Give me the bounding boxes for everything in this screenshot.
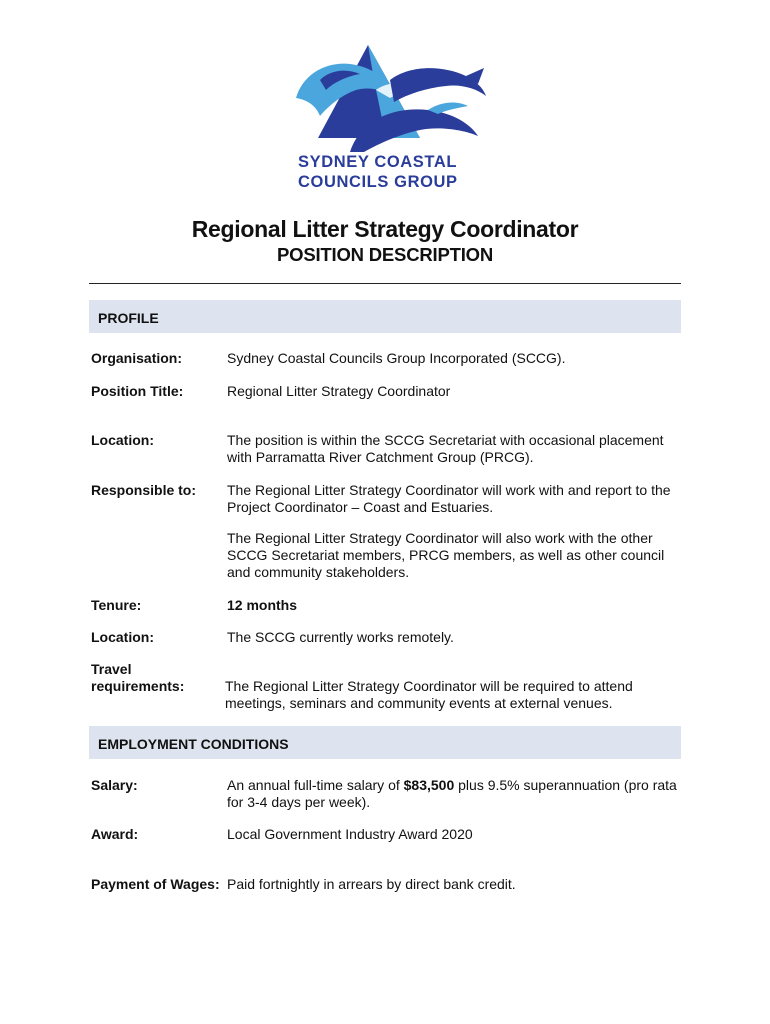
travel-requirements-value: The Regional Litter Strategy Coordinator will be required to attend meetings, seminars and community events at external venues. [225,678,633,711]
award-label: Award: [91,826,139,842]
profile-heading: PROFILE [98,310,159,326]
organisation-label: Organisation: [91,350,183,366]
sccg-logo [290,40,490,195]
page-subtitle: POSITION DESCRIPTION [277,244,493,265]
location2-value: The SCCG currently works remotely. [227,629,454,645]
payment-of-wages-label: Payment of Wages: [91,876,220,892]
tenure-label: Tenure: [91,597,142,613]
tenure-value: 12 months [227,597,298,613]
salary-label: Salary: [91,777,138,793]
organisation-value: Sydney Coastal Councils Group Incorporated (SCCG). [227,350,566,366]
responsible-to-label: Responsible to: [91,482,197,498]
profile-section-header [89,300,681,333]
dolphin-logo-icon [290,40,490,152]
payment-of-wages-value: Paid fortnightly in arrears by direct bank credit. [227,876,516,892]
salary-amount: $83,500 [403,777,455,793]
location-value: The position is within the SCCG Secretariat with occasional placement with Parramatta River Catchment Group (PRCG). [227,432,664,465]
salary-text-pre: An annual full-time salary of [227,777,404,793]
location-label: Location: [91,432,154,448]
responsible-to-value-extra: The Regional Litter Strategy Coordinator will also work with the other SCCG Secretariat members, PRCG members, as well as other council and community stakeholders. [227,530,665,580]
responsible-to-value: The Regional Litter Strategy Coordinator will work with and report to the Project Coordinator – Coast and Estuaries. [227,482,671,515]
travel-requirements-label [91,661,221,695]
logo-text-line1: SYDNEY COASTAL [298,153,458,171]
page-title: Regional Litter Strategy Coordinator [191,216,579,242]
travel-label-line1: Travel [91,661,132,677]
employment-section-header [89,726,681,759]
logo-text-line2: COUNCILS GROUP [298,173,458,191]
travel-label-line2: requirements: [91,678,185,694]
salary-text-post: plus 9.5% superannuation (pro rata for 3-4 days per week). [227,777,677,810]
position-title-label: Position Title: [91,383,184,399]
title-divider [89,283,681,284]
position-title-value: Regional Litter Strategy Coordinator [227,383,451,399]
award-value: Local Government Industry Award 2020 [227,826,473,842]
salary-value [227,777,679,811]
location2-label: Location: [91,629,154,645]
employment-heading: EMPLOYMENT CONDITIONS [98,736,289,752]
